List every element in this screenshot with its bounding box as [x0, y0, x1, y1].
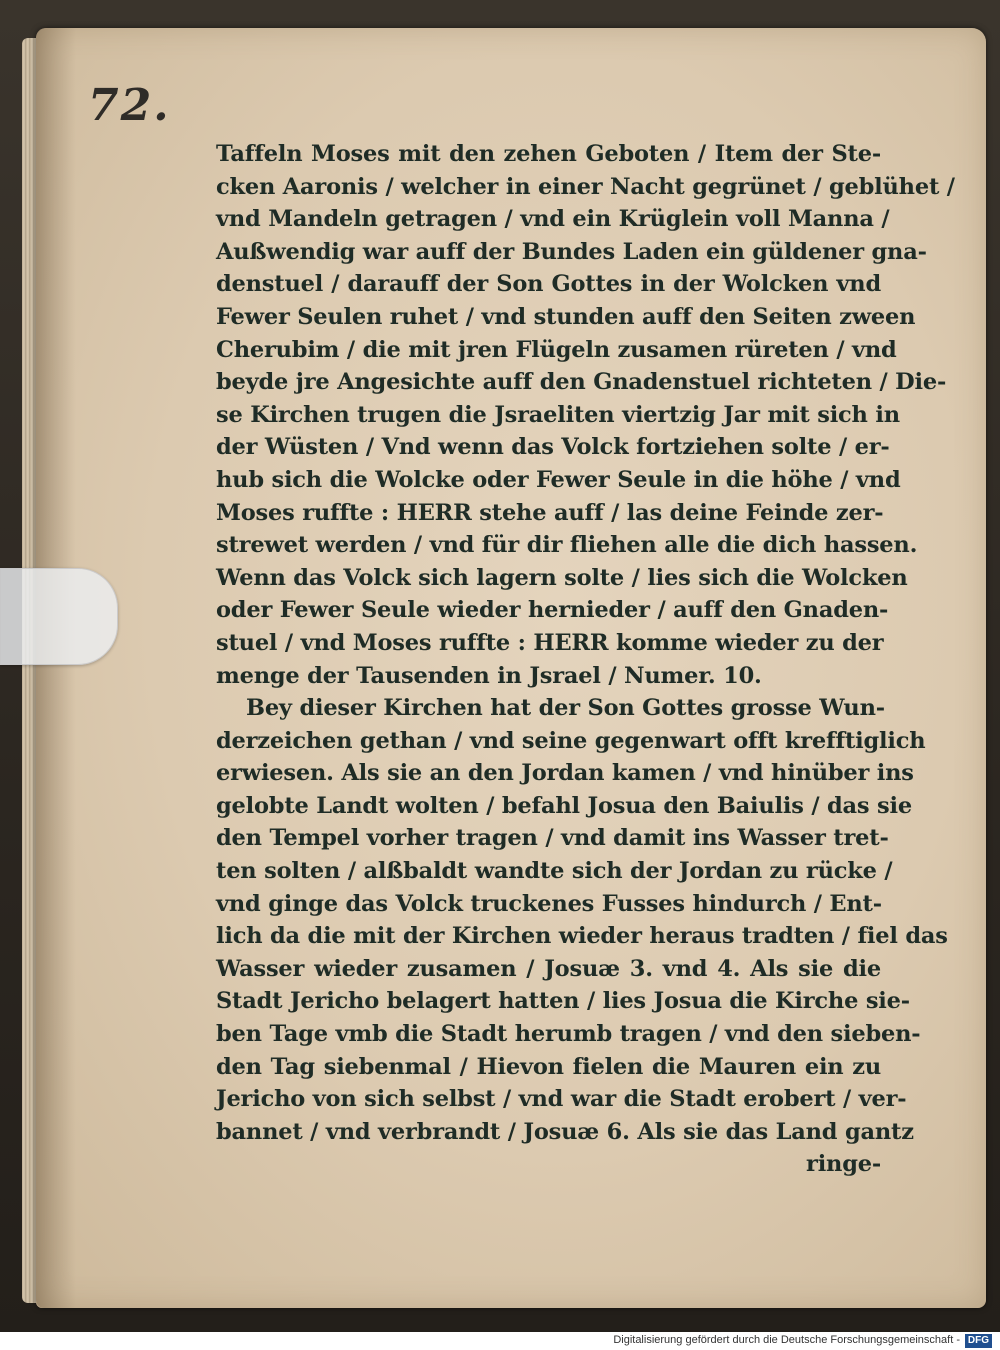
text-line: Stadt Jericho belagert hatten / lies Josua die Kirche sie-	[216, 988, 910, 1015]
text-line: Bey dieser Kirchen hat der Son Gottes grosse Wun-	[246, 695, 885, 722]
text-line: gelobte Landt wolten / befahl Josua den Baiulis / das sie	[216, 792, 912, 819]
text-line: beyde jre Angesichte auff den Gnadenstuel richteten / Die-	[216, 369, 947, 396]
text-line: Taffeln Moses mit den zehen Geboten / Item der Ste-	[216, 141, 881, 167]
dfg-logo: DFG	[965, 1334, 992, 1348]
text-line: Cherubim / die mit jren Flügeln zusamen rüreten / vnd	[216, 336, 897, 363]
text-line: bannet / vnd verbrandt / Josuæ 6. Als sie das Land gantz	[216, 1118, 914, 1145]
text-line: oder Fewer Seule wieder hernieder / auff den Gnaden-	[216, 597, 889, 624]
text-line: den Tempel vorher tragen / vnd damit ins Wasser tret-	[216, 825, 889, 852]
digitization-footer	[0, 1332, 1000, 1350]
text-line: hub sich die Wolcke oder Fewer Seule in die höhe / vnd	[216, 466, 901, 493]
text-line: stuel / vnd Moses ruffte : HERR komme wieder zu der	[216, 629, 884, 656]
text-block	[216, 138, 955, 1181]
text-line: den Tag siebenmal / Hievon fielen die Mauren ein zu	[216, 1053, 881, 1080]
text-line: strewet werden / vnd für dir fliehen alle die dich hassen.	[216, 532, 918, 559]
text-line: denstuel / darauff der Son Gottes in der Wolcken vnd	[216, 271, 881, 298]
text-line: Wenn das Volck sich lagern solte / lies sich die Wolcken	[216, 564, 908, 591]
text-line: lich da die mit der Kirchen wieder heraus tradten / fiel das	[216, 923, 948, 950]
text-line: Jericho von sich selbst / vnd war die Stadt erobert / ver-	[216, 1086, 907, 1113]
text-line: Außwendig war auff der Bundes Laden ein güldener gna-	[216, 238, 927, 265]
text-line: derzeichen gethan / vnd seine gegenwart offt krefftiglich	[216, 727, 926, 754]
text-line: ben Tage vmb die Stadt herumb tragen / vnd den sieben-	[216, 1021, 921, 1048]
funding-notice: Digitalisierung gefördert durch die Deutsche Forschungsgemeinschaft -	[613, 1334, 960, 1346]
book-page	[36, 28, 986, 1308]
text-line: ten solten / alßbaldt wandte sich der Jordan zu rücke /	[216, 858, 893, 885]
text-line: erwiesen. Als sie an den Jordan kamen / vnd hinüber ins	[216, 760, 914, 787]
text-line: vnd Mandeln getragen / vnd ein Krüglein voll Manna /	[216, 206, 890, 233]
text-line: Fewer Seulen ruhet / vnd stunden auff den Seiten zween	[216, 303, 916, 330]
page-number: 72.	[88, 80, 171, 131]
text-line: Wasser wieder zusamen / Josuæ 3. vnd 4. Als sie die	[216, 955, 881, 982]
text-line: cken Aaronis / welcher in einer Nacht gegrünet / geblühet /	[216, 173, 955, 200]
gutter-shadow	[36, 28, 76, 1308]
text-line: der Wüsten / Vnd wenn das Volck fortziehen solte / er-	[216, 434, 890, 461]
text-line: se Kirchen trugen die Jsraeliten viertzig Jar mit sich in	[216, 401, 900, 428]
text-line: Moses ruffte : HERR stehe auff / las deine Feinde zer-	[216, 499, 884, 526]
text-line: menge der Tausenden in Jsrael / Numer. 10.	[216, 662, 762, 689]
text-line: vnd ginge das Volck truckenes Fusses hindurch / Ent-	[216, 890, 882, 917]
page-marker-tab	[0, 568, 118, 665]
catchword: ringe-	[806, 1151, 881, 1178]
